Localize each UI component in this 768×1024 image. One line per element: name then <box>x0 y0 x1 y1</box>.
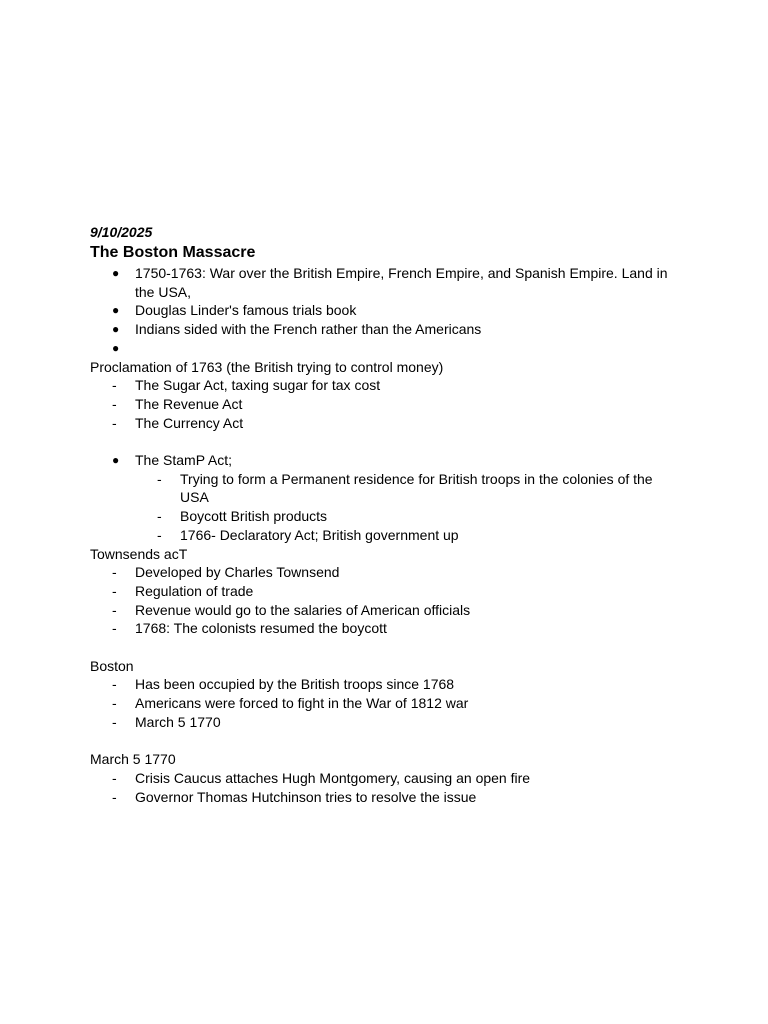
list-item <box>90 451 680 470</box>
list-item <box>90 301 680 320</box>
list-item <box>90 507 680 526</box>
note-date: 9/10/2025 <box>90 224 153 240</box>
list-item-text: The StamP Act; <box>135 452 233 468</box>
dash-marker: - <box>112 564 117 581</box>
blank-line <box>90 732 680 751</box>
note-title: The Boston Massacre <box>90 244 256 261</box>
bullet-marker: ● <box>112 266 120 280</box>
blank-line <box>90 638 680 657</box>
list-item <box>90 376 680 395</box>
dash-marker: - <box>112 395 117 412</box>
list-item-text: Crisis Caucus attaches Hugh Montgomery, causing an open fire <box>135 769 531 786</box>
dash-marker: - <box>112 713 117 730</box>
list-item-text: The Currency Act <box>135 414 244 431</box>
list-item-text: Americans were forced to fight in the War of 1812 war <box>135 695 469 712</box>
list-item-text: March 5 1770 <box>135 713 221 730</box>
dash-marker: - <box>112 620 117 637</box>
dash-marker: - <box>112 695 117 712</box>
list-item-text: Douglas Linder's famous trials book <box>135 302 357 319</box>
dash-marker: - <box>157 508 162 525</box>
list-item-text: 1768: The colonists resumed the boycott <box>135 620 387 637</box>
list-item-text: Boycott British products <box>180 508 328 525</box>
dash-marker: - <box>112 601 117 618</box>
blank-line <box>90 432 680 451</box>
list-item <box>90 470 680 507</box>
dash-marker: - <box>112 769 117 786</box>
list-item <box>90 788 680 807</box>
bullet-marker: ● <box>112 453 120 467</box>
bullet-marker: ● <box>112 340 120 355</box>
list-item-text: Indians sided with the French rather than the Americans <box>135 321 482 338</box>
section-heading-boston: Boston <box>90 657 134 674</box>
dash-marker: - <box>112 676 117 693</box>
list-item-text: Developed by Charles Townsend <box>135 564 340 581</box>
list-item <box>90 264 680 301</box>
list-item <box>90 320 680 339</box>
list-item <box>90 675 680 694</box>
list-item-text: 1766- Declaratory Act; British government up <box>180 526 459 543</box>
list-item <box>90 601 680 620</box>
list-item-text: Has been occupied by the British troops since 1768 <box>135 676 455 693</box>
list-item-text: The Sugar Act, taxing sugar for tax cost <box>135 377 381 394</box>
list-item <box>90 526 680 545</box>
list-item <box>90 769 680 788</box>
dash-marker: - <box>112 788 117 805</box>
list-item <box>90 414 680 433</box>
section-heading-proclamation: Proclamation of 1763 (the British trying to control money) <box>90 358 444 375</box>
list-item-text: Revenue would go to the salaries of American officials <box>135 601 471 618</box>
dash-marker: - <box>157 470 162 487</box>
list-item-text: Trying to form a Permanent residence for British troops in the colonies of the USA <box>180 470 653 506</box>
list-item <box>90 582 680 601</box>
list-item-text: The Revenue Act <box>135 395 243 412</box>
list-item-empty <box>90 339 680 358</box>
dash-marker: - <box>112 414 117 431</box>
bullet-marker: ● <box>112 322 120 337</box>
list-item-text: Governor Thomas Hutchinson tries to resolve the issue <box>135 788 477 805</box>
dash-marker: - <box>157 526 162 543</box>
document-page <box>90 222 680 806</box>
list-item <box>90 563 680 582</box>
list-item <box>90 619 680 638</box>
list-item <box>90 694 680 713</box>
list-item <box>90 713 680 732</box>
section-heading-townsends: Townsends acT <box>90 545 188 562</box>
list-item-text: Regulation of trade <box>135 582 254 599</box>
bullet-marker: ● <box>112 303 120 318</box>
section-heading-march: March 5 1770 <box>90 751 176 768</box>
list-item-text: 1750-1763: War over the British Empire, French Empire, and Spanish Empire. Land in the USA, <box>135 265 668 300</box>
dash-marker: - <box>112 582 117 599</box>
dash-marker: - <box>112 377 117 394</box>
list-item <box>90 395 680 414</box>
